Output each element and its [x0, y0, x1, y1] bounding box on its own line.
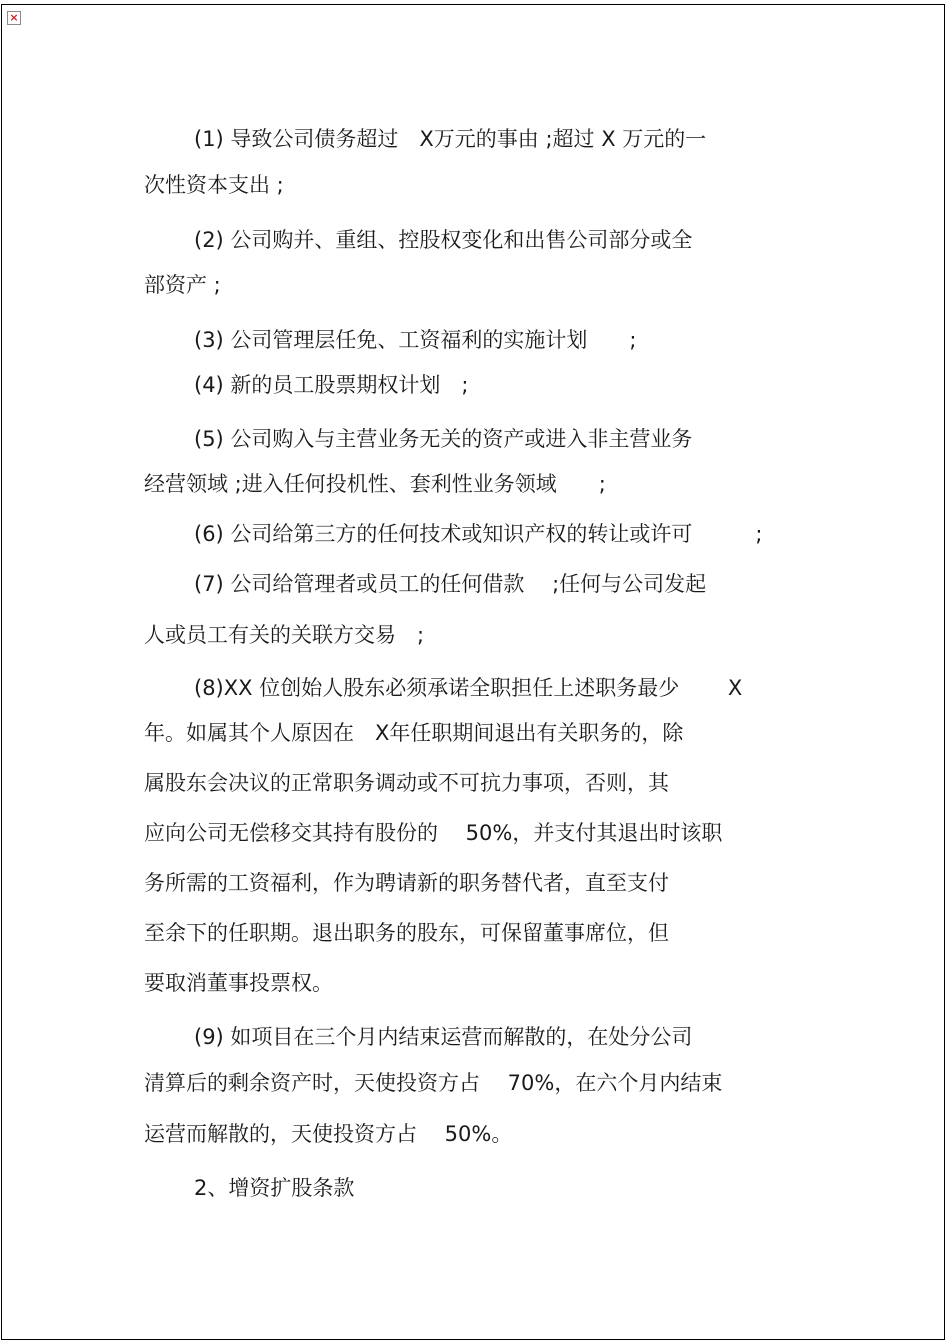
clause-5-line-2: 经营领域 ;进入任何投机性、套利性业务领域 ; — [144, 472, 606, 496]
clause-7-line-1: (7) 公司给管理者或员工的任何借款 ;任何与公司发起 — [194, 572, 707, 596]
clause-8-line-1: (8)XX 位创始人股东必须承诺全职担任上述职务最少 X — [194, 676, 743, 700]
section-heading: 2、增资扩股条款 — [194, 1176, 355, 1200]
clause-3-line-1: (3) 公司管理层任免、工资福利的实施计划 ; — [194, 328, 637, 352]
clause-8-line-6: 至余下的任职期。退出职务的股东，可保留董事席位，但 — [144, 921, 669, 945]
clause-8-line-3: 属股东会决议的正常职务调动或不可抗力事项，否则，其 — [144, 771, 669, 795]
clause-8-line-4: 应向公司无偿移交其持有股份的 50%，并支付其退出时该职 — [144, 821, 723, 845]
clause-6-line-1: (6) 公司给第三方的任何技术或知识产权的转让或许可 ; — [194, 522, 763, 546]
clause-1-line-2: 次性资本支出 ; — [144, 173, 284, 197]
clause-9-line-2: 清算后的剩余资产时，天使投资方占 70%，在六个月内结束 — [144, 1071, 723, 1095]
clause-8-line-2: 年。如属其个人原因在 X年任职期间退出有关职务的，除 — [144, 721, 684, 745]
clause-9-line-1: (9) 如项目在三个月内结束运营而解散的，在处分公司 — [194, 1025, 693, 1049]
clause-2-line-1: (2) 公司购并、重组、控股权变化和出售公司部分或全 — [194, 228, 693, 252]
clause-5-line-1: (5) 公司购入与主营业务无关的资产或进入非主营业务 — [194, 427, 693, 451]
clause-8-line-7: 要取消董事投票权。 — [144, 971, 333, 995]
broken-image-icon: × — [7, 11, 21, 25]
clause-9-line-3: 运营而解散的，天使投资方占 50%。 — [144, 1122, 513, 1146]
clause-1-line-1: (1) 导致公司债务超过 X万元的事由 ;超过 X 万元的一 — [194, 127, 707, 151]
clause-4-line-1: (4) 新的员工股票期权计划 ; — [194, 373, 469, 397]
clause-8-line-5: 务所需的工资福利，作为聘请新的职务替代者，直至支付 — [144, 871, 669, 895]
clause-2-line-2: 部资产 ; — [144, 273, 221, 297]
clause-7-line-2: 人或员工有关的关联方交易 ; — [144, 623, 425, 647]
